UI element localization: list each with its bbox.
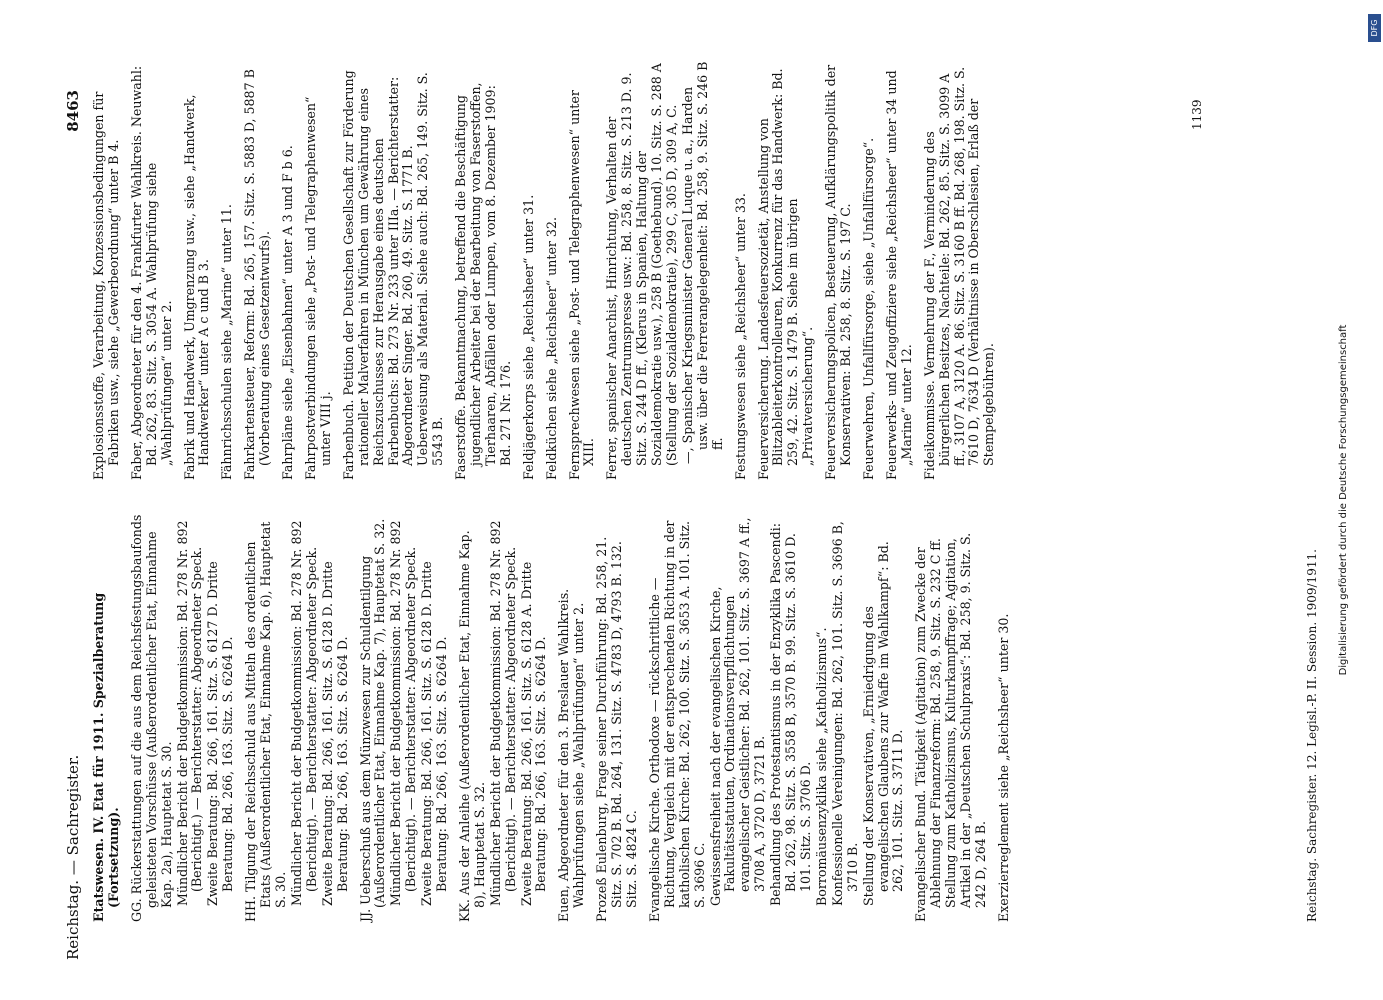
entry: Feuerversicherungspolicen, Besteuerung, Aufklärungspolitik der Konservativen: Bd. 258, 8. Sitz. S. 197 C. — [823, 64, 854, 480]
entry: Exerzierreglement siehe „Reichsheer“ unter 30. — [995, 613, 1011, 922]
entry: Evangelischer Bund. Tätigkeit (Agitation) zum Zwecke der Ablehnung der Finanzreform: Bd. 258, 9. Sitz. S. 232 C ff. Stellung zum Katholizismus, Kulturkampffrage; Agitation, Artikel in der „Deutschen Schulpraxis“: Bd. 258, 9. Sitz. S. 242 D, 264 B. — [913, 532, 988, 922]
entry: Prozeß Eulenburg, Frage seiner Durchführung: Bd. 258, 21. Sitz. S. 702 B. Bd. 264, 131. Sitz. S. 4783 D, 4793 B. 132. Sitz. S. 4824 C. — [594, 536, 639, 922]
entry: Mündlicher Bericht der Budgetkommission: Bd. 278 Nr. 892 (Berichtigt.) — Berichterstatter: Abgeordneter Speck. — [174, 520, 205, 906]
entry: Stellung der Konservativen, „Erniedrigung des evangelischen Glaubens zur Waffe im Wahlkampf“: Bd. 262, 101. Sitz. S. 3711 D. — [860, 541, 906, 906]
entry: Farbenbuch. Petition der Deutschen Gesellschaft zur Förderung rationeller Malverfahren in München um Gewährung eines Reichszuschusses zur Herausgabe eines deutschen Farbenbuchs: Bd. 273 Nr. 233 unter IIIa. — Berichterstatter: Abgeordneter Singer. Bd. 260, 49. Sitz. S. 1771 B. Ueberweisung als Material. Siehe auch: Bd. 265, 149. Sitz. S. 5543 B. — [340, 70, 446, 480]
entry: Faber, Abgeordneter für den 4. Frankfurter Wahlkreis. Neuwahl: Bd. 262, 83. Sitz. S. 3054 A. Wahlprüfung siehe „Wahlprüfungen“ unter 2. — [128, 65, 174, 480]
entry: Mündlicher Bericht der Budgetkommission: Bd. 278 Nr. 892 (Berichtigt). — Berichterstatter: Abgeordneter Speck. — [487, 520, 518, 906]
entry: Feuerversicherung. Landesfeuersozietät, Anstellung von Blitzableiterkontrolleuren, Konkurrenz für das Handwerk: Bd. 259, 42. Sitz. S. 1479 B. Siehe im übrigen „Privatversicherung“. — [755, 68, 816, 480]
entry: Borromäusenzyklika siehe „Katholizismus“. — [813, 627, 829, 906]
entry: Fideikommisse. Vermehrung der F., Verminderung des bürgerlichen Besitzes, Nachteile: Bd. 262, 85. Sitz. S. 3099 A ff., 3107 A, 3120 A. 86. Sitz. S. 3160 B ff. Bd. 268, 198. Sitz. S. 7610 D, 7634 D (Verhältnisse in Oberschlesien, Erlaß der Stempelgebühren). — [921, 66, 997, 480]
entry: Mündlicher Bericht der Budgetkommission: Bd. 278 Nr. 892 (Berichtigt). — Berichterstatter: Abgeordneter Speck. — [288, 520, 319, 906]
entry: Fähnrichsschulen siehe „Marine“ unter 11. — [219, 204, 235, 480]
entry: HH. Tilgung der Reichsschuld aus Mitteln des ordentlichen Etats (Außerordentlicher Etat, Einnahme Kap. 6), Hauptetat S. 30. — [243, 521, 288, 922]
entry: KK. Aus der Anleihe (Außerordentlicher Etat, Einnahme Kap. 8), Hauptetat S. 32. — [456, 530, 487, 922]
entry: Fahrpostverbindungen siehe „Post- und Telegraphenwesen“ unter VIII j. — [302, 96, 333, 480]
entry: Fernsprechwesen siehe „Post- und Telegraphenwesen“ unter XIII. — [566, 90, 597, 480]
entry: Gewissensfreiheit nach der evangelischen Kirche, Fakultätsstatuten, Ordinationsverpflichtungen evangelischer Geistlicher: Bd. 262, 101. Sitz. S. 3697 A ff., 3708 A, 3720 D, 3721 B. — [707, 517, 768, 906]
entry: Konfessionelle Vereinigungen: Bd. 262, 101. Sitz. S. 3696 B, 3710 B. — [829, 521, 860, 906]
entry: Feuerwerks- und Zeugoffiziere siehe „Reichsheer“ unter 34 und „Marine“ unter 12. — [883, 70, 914, 480]
entry: Zweite Beratung: Bd. 266, 161. Sitz. S. 6127 D. Dritte Beratung: Bd. 266, 163. Sitz. S. 6264 D. — [205, 561, 236, 906]
entry: Explosionsstoffe, Verarbeitung, Konzessionsbedingungen für Fabriken usw., siehe „Gewerbeordnung“ unter B 4. — [91, 91, 121, 480]
entry: GG. Rückerstattungen auf die aus dem Reichsfestungsbaufonds geleisteten Vorschüsse (Außerordentlicher Etat, Einnahme Kap. 2a), Hauptetat S. 30. — [128, 514, 174, 922]
entry: Behandlung des Protestantismus in der Enzyklika Pascendi: Bd. 262, 98. Sitz. S. 3558 B, 3570 B. 99. Sitz. S. 3610 D. 101. Sitz. S. 3706 D. — [768, 523, 813, 906]
entry: Mündlicher Bericht der Budgetkommission: Bd. 278 Nr. 892 (Berichtigt). — Berichterstatter: Abgeordneter Speck. — [388, 520, 419, 906]
entry: —, Spanischer Kriegsminister General Luque u. a., Harden usw. über die Ferrerangelegenheit: Bd. 258, 9. Sitz. S. 246 B ff. — [679, 61, 725, 464]
entry: JJ. Ueberschuß aus dem Münzwesen zur Schuldentilgung (Außerordentlicher Etat, Einnahme Kap. 7), Hauptetat S. 32. — [357, 518, 388, 922]
entry: Faserstoffe. Bekanntmachung, betreffend die Beschäftigung jugendlicher Arbeiter bei der Bearbeitung von Faserstoffen, Tierhaaren, Abfällen oder Lumpen, vom 8. Dezember 1909: Bd. 271 Nr. 176. — [453, 82, 513, 480]
side-note: Digitalisierung gefördert durch die Deutsche Forschungsgemeinschaft — [1338, 324, 1349, 676]
entry: Feldküchen siehe „Reichsheer“ unter 32. — [543, 217, 559, 480]
header-left: Reichstag. — Sachregister. — [64, 754, 82, 960]
right-column — [92, 60, 998, 480]
entry: Ferrer, spanischer Anarchist, Hinrichtung, Verhalten der deutschen Zentrumspresse usw.: Bd. 258, 8. Sitz. S. 213 D. 9. Sitz. S. 244 D ff., (Klerus in Spanien, Haltung der Sozialdemokratie usw.), 258 B (Goethebund). 10. Sitz. S. 288 A (Stellung der Sozialdemokratie), 299 C, 305 D, 309 A, C. — [604, 63, 679, 480]
entry: Euen, Abgeordneter für den 3. Breslauer Wahlkreis. Wahlprüfungen siehe „Wahlprüfungen“ unter 2. — [556, 588, 587, 922]
dfg-logo: DFG — [1368, 14, 1381, 42]
footer-page-number: 1139 — [1190, 99, 1204, 130]
entry: Fahrpläne siehe „Eisenbahnen“ unter A 3 und F b 6. — [280, 145, 296, 480]
entry: Zweite Beratung: Bd. 266, 161. Sitz. S. 6128 A. Dritte Beratung: Bd. 266, 163. Sitz. S. 6264 D. — [518, 561, 549, 906]
entry: Feldjägerkorps siehe „Reichsheer“ unter 31. — [520, 194, 536, 480]
entry: Evangelische Kirche. Orthodoxe — rückschrittliche — Richtung, Vergleich mit der entsprechenden Richtung in der katholischen Kirche: Bd. 262, 100. Sitz. S. 3653 A. 101. Sitz. S. 3696 C. — [646, 520, 707, 922]
left-column — [92, 512, 1013, 922]
entry: Etatswesen. IV. Etat für 1911. Spezialberatung (Fortsetzung). — [91, 592, 121, 922]
page-number: 8463 — [64, 90, 82, 132]
page-header — [64, 90, 94, 960]
entry: Zweite Beratung: Bd. 266, 161. Sitz. S. 6128 D. Dritte Beratung: Bd. 266, 163. Sitz. S. 6264 D. — [319, 561, 350, 906]
entry: Zweite Beratung: Bd. 266, 161. Sitz. S. 6128 D. Dritte Beratung: Bd. 266, 163. Sitz. S. 6264 D. — [419, 561, 450, 906]
entry: Fahrkartensteuer, Reform: Bd. 265, 157. Sitz. S. 5883 D, 5887 B (Vorberatung eines Gesetzentwurfs). — [242, 69, 273, 480]
entry: Feuerwehren, Unfallfürsorge, siehe „Unfallfürsorge“. — [860, 137, 876, 480]
footer-left: Reichstag. Sachregister. 12. Legisl.-P. II. Session. 1909/1911. — [1305, 549, 1319, 922]
entry: Festungswesen siehe „Reichsheer“ unter 33. — [732, 193, 748, 480]
entry: Fabrik und Handwerk, Umgrenzung usw., siehe „Handwerk, Handwerker“ unter A c und B 3. — [181, 94, 212, 480]
